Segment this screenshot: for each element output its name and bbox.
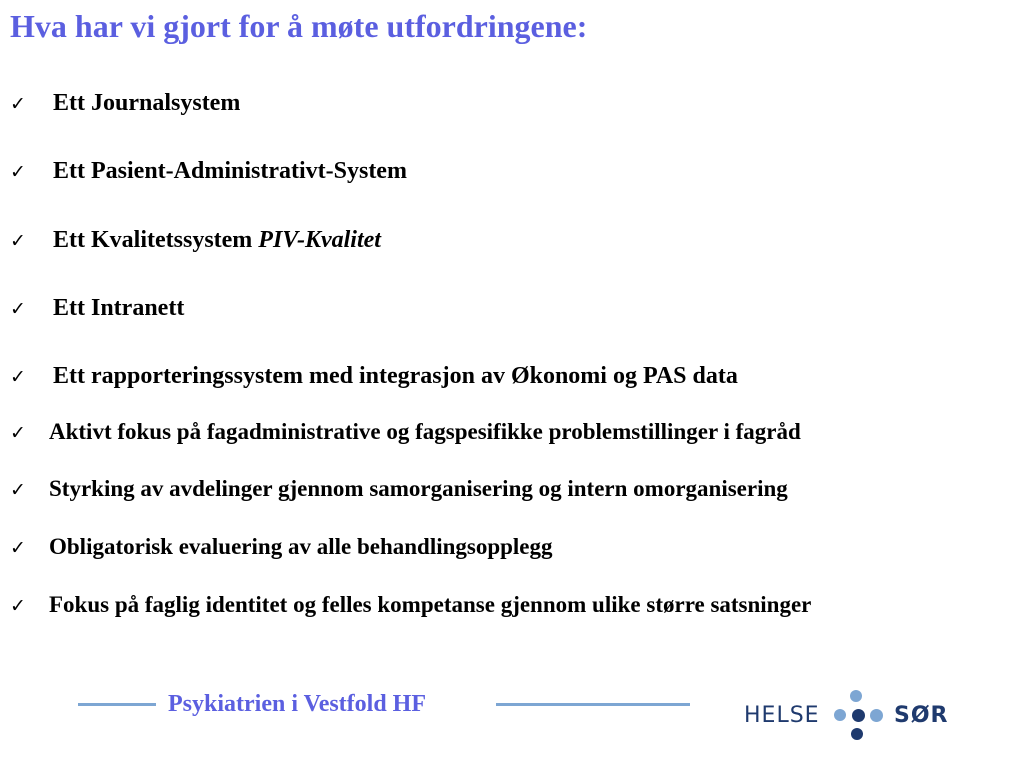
bullet-item — [10, 593, 811, 616]
footer-organization: Psykiatrien i Vestfold HF — [168, 691, 427, 717]
logo-dot-bottom — [851, 728, 863, 740]
bullet-text: Aktivt fokus på fagadministrative og fagspesifikke problemstillinger i fagråd — [49, 419, 801, 444]
bullet-text: Ett Journalsystem — [53, 90, 241, 116]
bullet-text: Fokus på faglig identitet og felles kompetanse gjennom ulike større satsninger — [49, 592, 812, 617]
logo-word-helse: HELSE — [744, 703, 820, 728]
bullet-emphasis: PIV-Kvalitet — [258, 227, 381, 253]
checkmark-icon: ✓ — [10, 93, 26, 115]
checkmark-icon: ✓ — [10, 537, 26, 559]
bullet-text: Ett Pasient-Administrativt-System — [53, 158, 407, 184]
checkmark-icon: ✓ — [10, 366, 26, 388]
bullet-text: Ett Kvalitetssystem PIV-Kvalitet — [53, 227, 381, 253]
bullet-item — [10, 364, 738, 388]
checkmark-icon: ✓ — [10, 161, 26, 183]
bullet-item — [10, 228, 381, 252]
checkmark-icon: ✓ — [10, 298, 26, 320]
bullet-text: Ett rapporteringssystem med integrasjon av Økonomi og PAS data — [53, 363, 738, 389]
bullet-item — [10, 159, 407, 183]
slide-title: Hva har vi gjort for å møte utfordringene: — [10, 8, 588, 44]
checkmark-icon: ✓ — [10, 595, 26, 617]
checkmark-icon: ✓ — [10, 422, 26, 444]
logo-dot-left — [834, 709, 846, 721]
footer-divider-left — [78, 703, 156, 706]
bullet-text: Styrking av avdelinger gjennom samorganisering og intern omorganisering — [49, 476, 788, 501]
bullet-text: Obligatorisk evaluering av alle behandlingsopplegg — [49, 534, 553, 559]
checkmark-icon: ✓ — [10, 479, 26, 501]
bullet-item — [10, 296, 184, 320]
bullet-text: Ett Intranett — [53, 295, 185, 321]
bullet-item — [10, 91, 240, 115]
bullet-item — [10, 477, 788, 500]
bullet-item — [10, 420, 801, 443]
footer-divider-right — [496, 703, 690, 706]
logo-dot-top — [850, 690, 862, 702]
logo-dot-right — [870, 709, 883, 722]
bullet-item — [10, 535, 553, 558]
helse-sor-logo — [742, 688, 952, 744]
logo-word-sor: SØR — [894, 703, 949, 728]
checkmark-icon: ✓ — [10, 230, 26, 252]
logo-dot-center — [852, 709, 865, 722]
